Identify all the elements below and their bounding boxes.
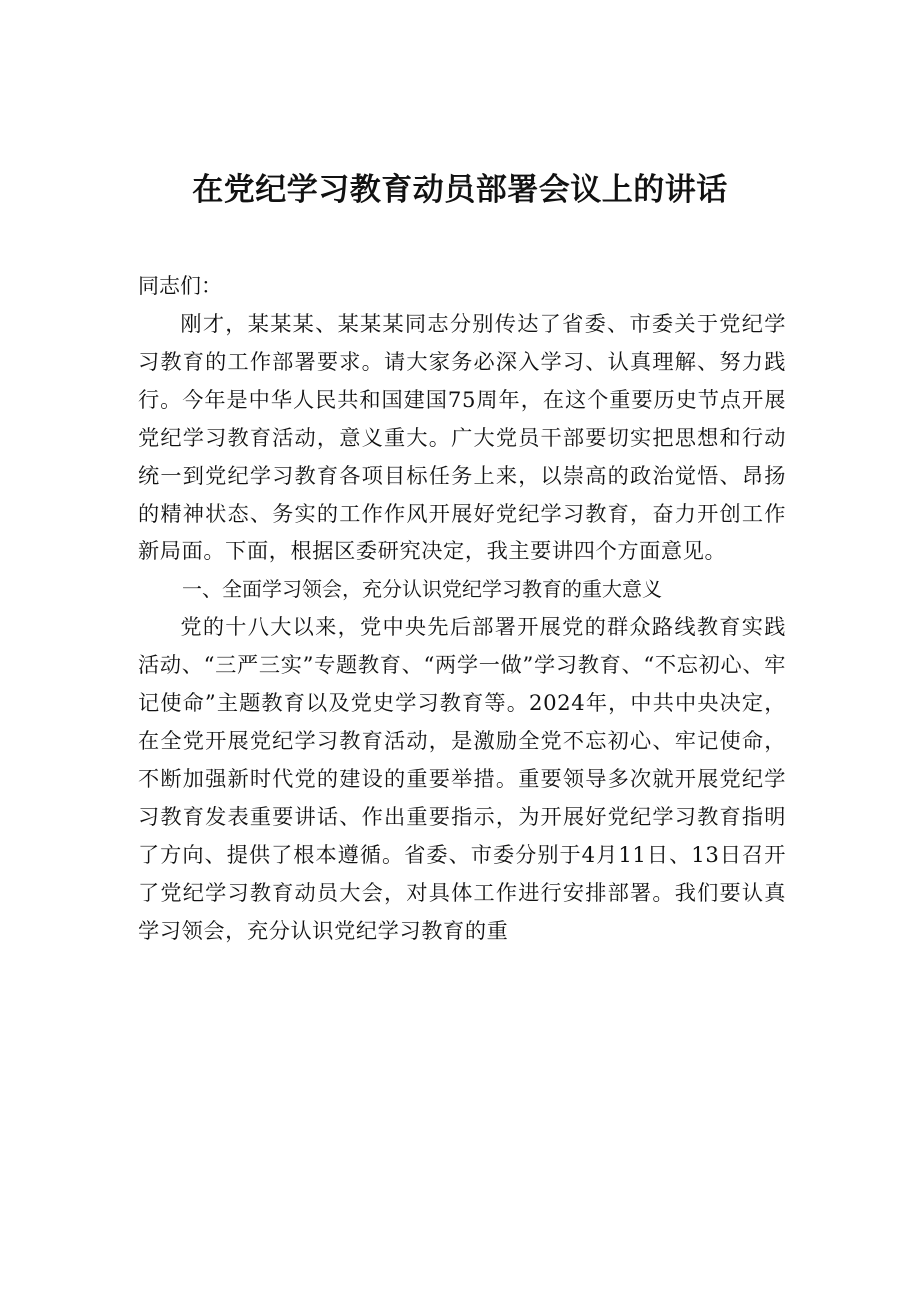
document-body	[138, 268, 786, 950]
section-one-paragraph: 党的十八大以来，党中央先后部署开展党的群众路线教育实践活动、“三严三实”专题教育、“两学一做”学习教育、“不忘初心、牢记使命”主题教育以及党史学习教育等。2024年，中共中央决定，在全党开展党纪学习教育活动，是激励全党不忘初心、牢记使命，不断加强新时代党的建设的重要举措。重要领导多次就开展党纪学习教育发表重要讲话、作出重要指示，为开展好党纪学习教育指明了方向、提供了根本遵循。省委、市委分别于4月11日、13日召开了党纪学习教育动员大会，对具体工作进行安排部署。我们要认真学习领会，充分认识党纪学习教育的重	[138, 614, 786, 943]
salutation: 同志们：	[138, 274, 222, 298]
document-title: 在党纪学习教育动员部署会议上的讲话	[192, 172, 728, 208]
intro-paragraph: 刚才，某某某、某某某同志分别传达了省委、市委关于党纪学习教育的工作部署要求。请大家务必深入学习、认真理解、努力践行。今年是中华人民共和国建国75周年，在这个重要历史节点开展党纪学习教育活动，意义重大。广大党员干部要切实把思想和行动统一到党纪学习教育各项目标任务上来，以崇高的政治觉悟、昂扬的精神状态、务实的工作作风开展好党纪学习教育，奋力开创工作新局面。下面，根据区委研究决定，我主要讲四个方面意见。	[138, 311, 786, 564]
section-one-heading: 一、全面学习领会，充分认识党纪学习教育的重大意义	[182, 577, 662, 602]
